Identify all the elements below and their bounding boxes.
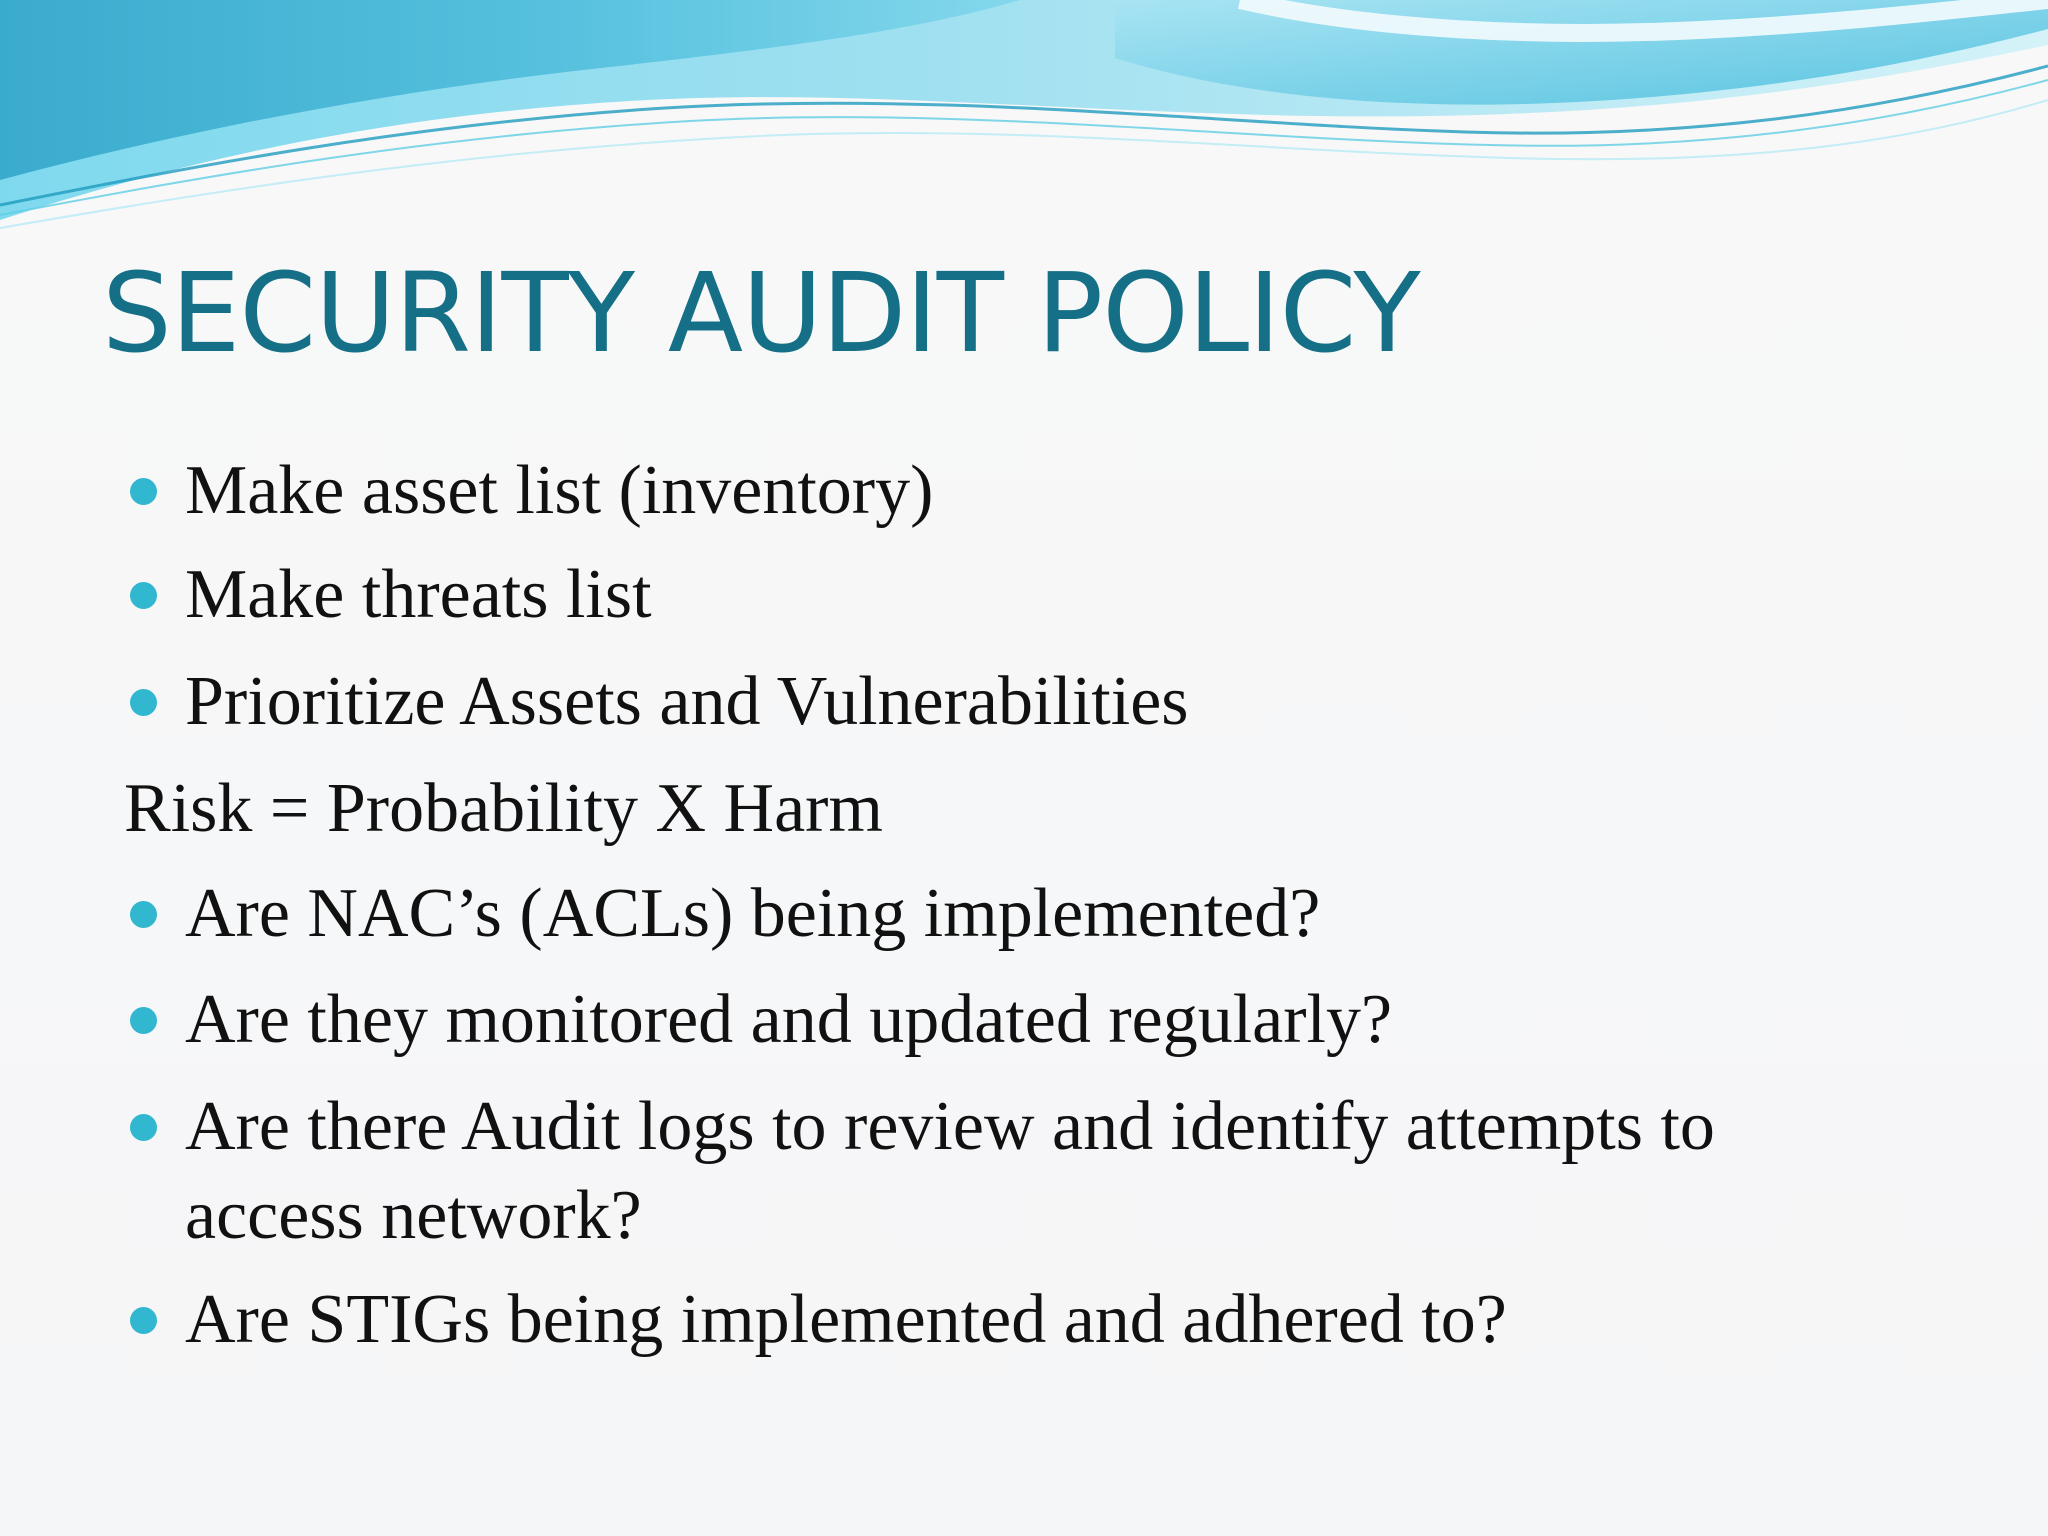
list-item: Prioritize Assets and Vulnerabilities xyxy=(185,663,1189,740)
bullet-dot-icon xyxy=(130,901,157,928)
bullet-dot-icon xyxy=(130,1114,157,1141)
bullet-dot-icon xyxy=(130,1007,157,1034)
list-item: Are STIGs being implemented and adhered to? xyxy=(185,1281,1507,1358)
bullet-dot-icon xyxy=(130,689,157,716)
bullet-dot-icon xyxy=(130,478,157,505)
page-title: SECURITY AUDIT POLICY xyxy=(102,249,1420,377)
bullet-dot-icon xyxy=(130,582,157,609)
list-item: Are there Audit logs to review and identify attempts to xyxy=(185,1088,1715,1165)
list-item: Are NAC’s (ACLs) being implemented? xyxy=(185,875,1321,952)
list-item: Are they monitored and updated regularly? xyxy=(185,981,1393,1058)
bullet-dot-icon xyxy=(130,1307,157,1334)
list-item: Make asset list (inventory) xyxy=(185,452,934,529)
risk-formula: Risk = Probability X Harm xyxy=(124,770,883,847)
list-item-continuation: access network? xyxy=(185,1177,642,1254)
list-item: Make threats list xyxy=(185,556,652,633)
